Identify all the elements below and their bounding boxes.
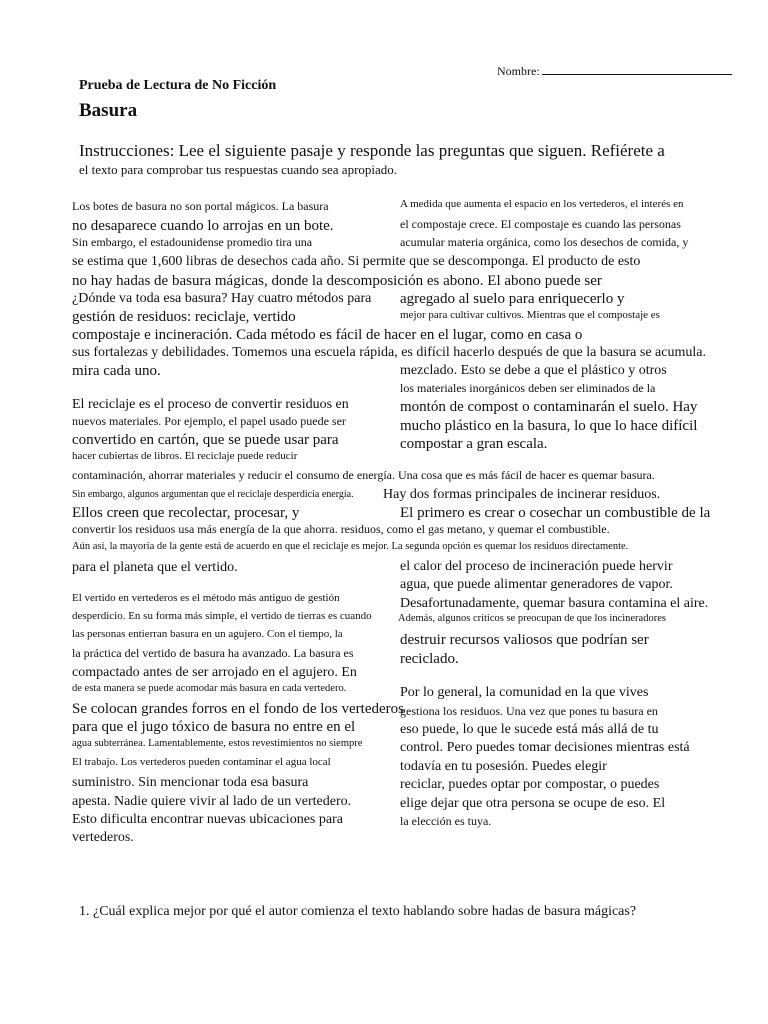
- passage-line: se estima que 1,600 libras de desechos cada año. Si permite que se descomponga. El producto de esto: [72, 254, 641, 269]
- passage-line: compostaje e incineración. Cada método es fácil de hacer en el lugar, como en casa o: [72, 327, 583, 343]
- passage-line: el compostaje crece. El compostaje es cuando las personas: [400, 217, 681, 231]
- passage-line: los materiales inorgánicos deben ser eliminados de la: [400, 381, 656, 395]
- passage-line: El vertido en vertederos es el método más antiguo de gestión: [72, 592, 340, 604]
- passage-line: Por lo general, la comunidad en la que vives: [400, 685, 649, 700]
- name-blank-line: [542, 64, 732, 75]
- instructions-line-1: Instrucciones: Lee el siguiente pasaje y responde las preguntas que siguen. Refiérete a: [79, 141, 665, 160]
- passage-line: Además, algunos críticos se preocupan de que los incineradores: [398, 613, 666, 624]
- passage-line: las personas entierran basura en un agujero. Con el tiempo, la: [72, 628, 343, 640]
- passage-line: Ellos creen que recolectar, procesar, y: [72, 505, 300, 521]
- passage-line: el calor del proceso de incineración puede hervir: [400, 559, 673, 574]
- passage-line: la elección es tuya.: [400, 814, 492, 828]
- passage-line: vertederos.: [72, 830, 134, 845]
- passage-line: Aún así, la mayoría de la gente está de acuerdo en que el reciclaje es mejor. La segunda opción es quemar los residuos directamente.: [72, 541, 629, 552]
- passage-line: mucho plástico en la basura, lo que lo hace difícil: [400, 418, 698, 434]
- passage-line: destruir recursos valiosos que podrían ser: [400, 632, 649, 648]
- passage-line: contaminación, ahorrar materiales y reducir el consumo de energía. Una cosa que es más fácil de hacer es quemar basura.: [72, 468, 655, 482]
- passage-line: hacer cubiertas de libros. El reciclaje puede reducir: [72, 450, 298, 462]
- passage-line: agregado al suelo para enriquecerlo y: [400, 291, 625, 307]
- passage-line: Sin embargo, el estadounidense promedio tira una: [72, 235, 313, 249]
- passage-line: mezclado. Esto se debe a que el plástico y otros: [400, 363, 667, 378]
- passage-line: gestión de residuos: reciclaje, vertido: [72, 309, 296, 325]
- passage-line: agua subterránea. Lamentablemente, estos revestimientos no siempre: [72, 738, 363, 749]
- passage-line: para el planeta que el vertido.: [72, 560, 238, 575]
- passage-line: de esta manera se puede acomodar más basura en cada vertedero.: [72, 683, 347, 694]
- passage-line: Hay dos formas principales de incinerar residuos.: [383, 487, 661, 502]
- student-name-field: [497, 64, 732, 77]
- passage-line: sus fortalezas y debilidades. Tomemos una escuela rápida, es difícil hacerlo después de que la basura se acumula.: [72, 345, 706, 360]
- passage-line: mira cada uno.: [72, 363, 161, 379]
- passage-line: El reciclaje es el proceso de convertir residuos en: [72, 397, 349, 412]
- passage-line: compactado antes de ser arrojado en el agujero. En: [72, 665, 357, 680]
- passage-line: ¿Dónde va toda esa basura? Hay cuatro métodos para: [72, 291, 372, 306]
- passage-line: Desafortunadamente, quemar basura contamina el aire.: [400, 596, 709, 611]
- question-1: 1. ¿Cuál explica mejor por qué el autor comienza el texto hablando sobre hadas de basura mágicas?: [79, 904, 637, 919]
- passage-line: agua, que puede alimentar generadores de vapor.: [400, 577, 673, 592]
- passage-line: El primero es crear o cosechar un combustible de la: [400, 505, 711, 521]
- test-title: Prueba de Lectura de No Ficción: [79, 78, 277, 93]
- passage-line: desperdicio. En su forma más simple, el vertido de tierras es cuando: [72, 610, 372, 622]
- passage-line: El trabajo. Los vertederos pueden contaminar el agua local: [72, 756, 331, 768]
- name-label: Nombre:: [497, 64, 540, 78]
- passage-line: convertir los residuos usa más energía de la que ahorra. residuos, como el gas metano, y quemar el combustible.: [72, 522, 610, 536]
- article-title: Basura: [79, 100, 138, 121]
- passage-line: nuevos materiales. Por ejemplo, el papel usado puede ser: [72, 414, 346, 428]
- passage-line: compostar a gran escala.: [400, 436, 548, 452]
- passage-line: montón de compost o contaminarán el suelo. Hay: [400, 399, 698, 415]
- passage-line: acumular materia orgánica, como los desechos de comida, y: [400, 235, 689, 249]
- passage-line: Sin embargo, algunos argumentan que el reciclaje desperdicia energía.: [72, 489, 354, 500]
- passage-line: todavía en tu posesión. Puedes elegir: [400, 759, 607, 774]
- passage-line: suministro. Sin mencionar toda esa basura: [72, 775, 309, 790]
- passage-line: no hay hadas de basura mágicas, donde la descomposición es abono. El abono puede ser: [72, 273, 602, 289]
- passage-line: Se colocan grandes forros en el fondo de los vertederos: [72, 701, 404, 717]
- passage-line: Los botes de basura no son portal mágicos. La basura: [72, 199, 329, 213]
- passage-line: Esto dificulta encontrar nuevas ubicaciones para: [72, 812, 343, 827]
- passage-line: elige dejar que otra persona se ocupe de eso. El: [400, 796, 666, 811]
- passage-line: reciclar, puedes optar por compostar, o puedes: [400, 777, 660, 792]
- passage-line: para que el jugo tóxico de basura no entre en el: [72, 719, 356, 735]
- passage-line: apesta. Nadie quiere vivir al lado de un vertedero.: [72, 794, 352, 809]
- passage-line: gestiona los residuos. Una vez que pones tu basura en: [400, 704, 658, 718]
- passage-line: mejor para cultivar cultivos. Mientras que el compostaje es: [400, 309, 660, 321]
- passage-line: la práctica del vertido de basura ha avanzado. La basura es: [72, 646, 354, 660]
- passage-line: control. Pero puedes tomar decisiones mientras está: [400, 740, 690, 755]
- passage-line: convertido en cartón, que se puede usar para: [72, 432, 339, 448]
- passage-line: reciclado.: [400, 651, 459, 667]
- passage-line: no desaparece cuando lo arrojas en un bote.: [72, 218, 334, 234]
- passage-line: eso puede, lo que le sucede está más allá de tu: [400, 722, 659, 737]
- passage-line: A medida que aumenta el espacio en los vertederos, el interés en: [400, 198, 684, 210]
- instructions-line-2: el texto para comprobar tus respuestas cuando sea apropiado.: [79, 162, 398, 177]
